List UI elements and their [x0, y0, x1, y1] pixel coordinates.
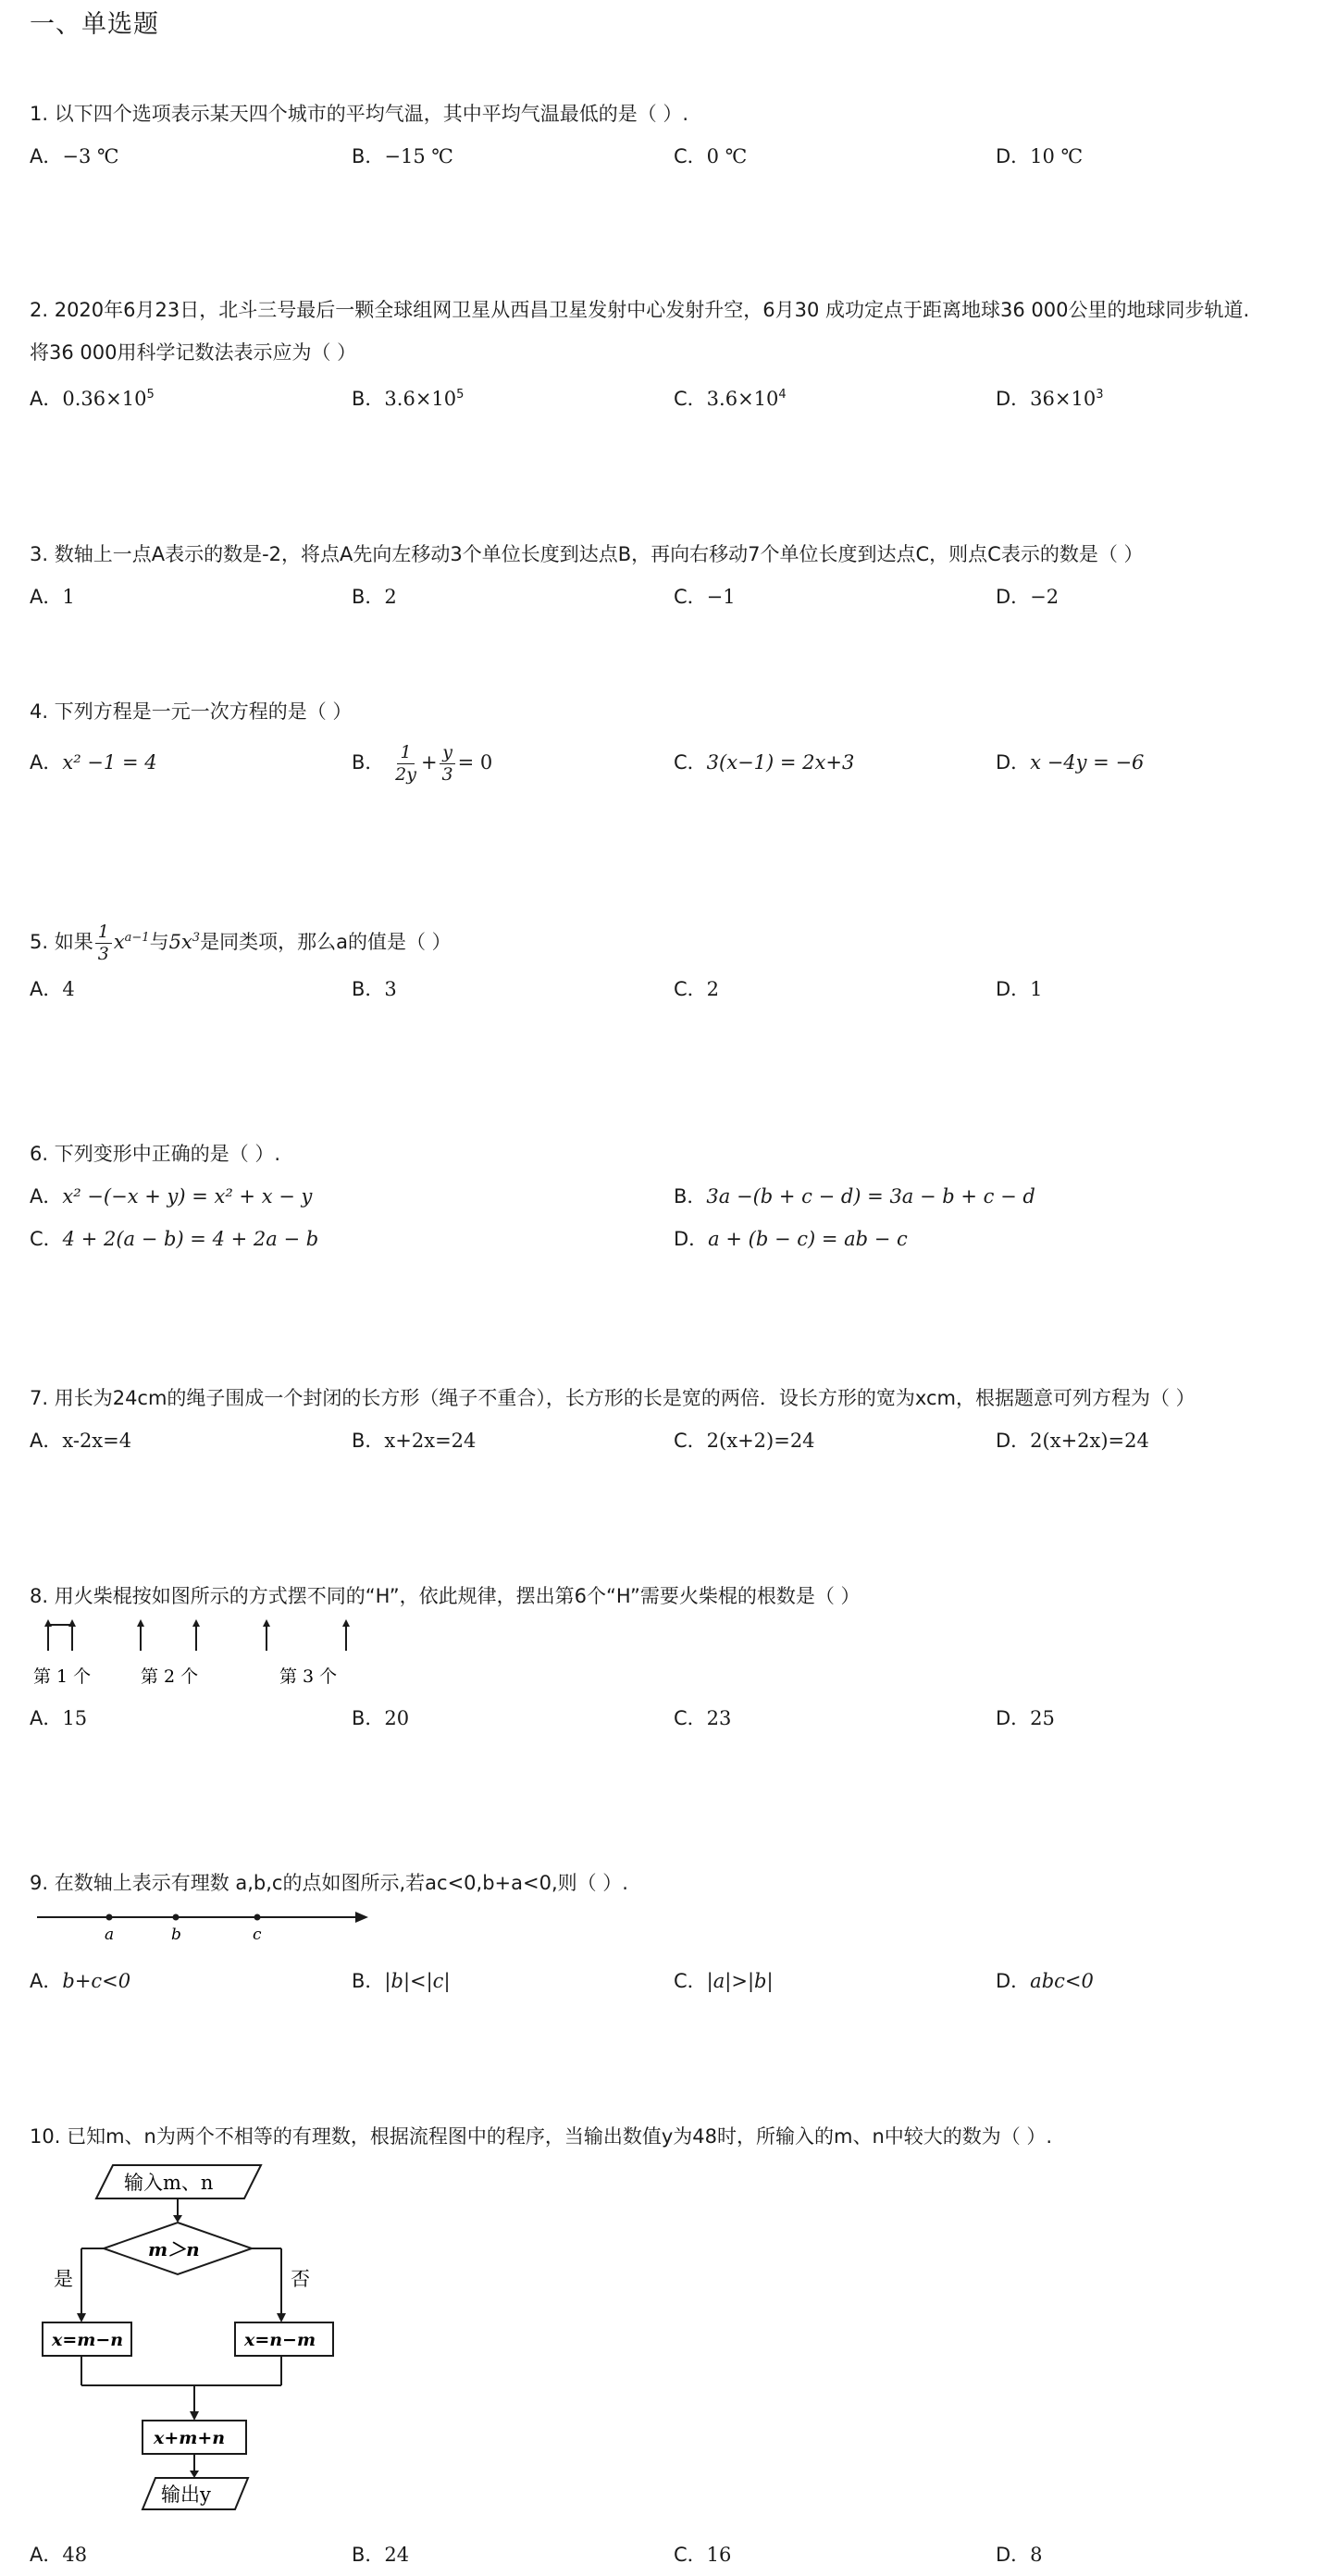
option-c[interactable]: C．|a|>|b| — [674, 1970, 774, 1992]
figure-label-2: 第 2 个 — [141, 1666, 199, 1687]
fraction: $\frac{1}{3}$ — [95, 923, 112, 963]
flow-condition-label: m＞n — [148, 2238, 200, 2260]
question-stem: 6. 下列变形中正确的是（ ）. — [30, 1143, 281, 1165]
option-d[interactable]: D．8 — [996, 2544, 1043, 2566]
option-a[interactable]: A．$0.36\times 10^5$ — [30, 388, 155, 410]
question-stem: 5. 如果 $\frac{1}{3}$ $x^{a-1}$与$5x^3$是同类项，那么a的值是（ ） — [30, 921, 452, 964]
question-stem-line-2: 将36 000用科学记数法表示应为（ ） — [30, 341, 357, 364]
flowchart — [39, 2158, 390, 2528]
flow-right-label: x=n−m — [244, 2330, 316, 2350]
label-c: c — [253, 1926, 262, 1944]
question-stem: 3. 数轴上一点A表示的数是-2，将点A先向左移动3个单位长度到达点B，再向右移动7个单位长度到达点C，则点C表示的数是（ ） — [30, 543, 1144, 565]
option-a[interactable]: A．b+c<0 — [30, 1970, 131, 1992]
flow-yes-label: 是 — [54, 2268, 73, 2290]
option-b[interactable]: B．−15 ℃ — [352, 145, 453, 167]
option-c[interactable]: C．−1 — [674, 586, 736, 608]
option-a[interactable]: A．x-2x=4 — [30, 1430, 132, 1452]
number-line-figure — [30, 1904, 400, 1949]
figure-label-3: 第 3 个 — [279, 1666, 338, 1687]
question-stem: 7. 用长为24cm的绳子围成一个封闭的长方形（绳子不重合），长方形的长是宽的两倍．设长方形的宽为xcm，根据题意可列方程为（ ） — [30, 1387, 1196, 1409]
option-b[interactable]: B． $\frac{1}{2y}$ + $\frac{y}{3}$ = 0 — [352, 741, 493, 785]
option-b[interactable]: B．3 — [352, 978, 397, 1000]
option-a[interactable]: A．x² −1 = 4 — [30, 751, 157, 774]
question-stem: 10. 已知m、n为两个不相等的有理数，根据流程图中的程序，当输出数值y为48时，所输入的m、n中较大的数为（ ）. — [30, 2125, 1053, 2148]
question-5 — [30, 909, 1298, 1010]
flow-no-label: 否 — [291, 2268, 310, 2290]
question-3 — [30, 533, 1298, 618]
fraction: $\frac{1}{2y}$ — [395, 741, 416, 785]
question-stem: 8. 用火柴棍按如图所示的方式摆不同的“H”，依此规律，摆出第6个“H”需要火柴棍的根数是（ ） — [30, 1585, 861, 1607]
option-b[interactable]: B．|b|<|c| — [352, 1970, 451, 1992]
option-d[interactable]: D．25 — [996, 1707, 1055, 1729]
option-d[interactable]: D．−2 — [996, 586, 1060, 608]
question-4 — [30, 690, 1298, 792]
option-a[interactable]: A．4 — [30, 978, 75, 1000]
option-d[interactable]: D．1 — [996, 978, 1043, 1000]
option-b[interactable]: B．20 — [352, 1707, 410, 1729]
option-c[interactable]: C．16 — [674, 2544, 732, 2566]
option-d[interactable]: D．$36\times 10^3$ — [996, 388, 1104, 410]
section-title: 一、单选题 — [30, 10, 159, 39]
option-b[interactable]: B．3a −(b + c − d) = 3a − b + c − d — [674, 1185, 1035, 1208]
label-a: a — [105, 1926, 115, 1944]
question-stem-line-1: 2. 2020年6月23日，北斗三号最后一颗全球组网卫星从西昌卫星发射中心发射升空，6月30 成功定点于距离地球36 000公里的地球同步轨道. — [30, 299, 1250, 321]
option-d[interactable]: D．2(x+2x)=24 — [996, 1430, 1149, 1452]
flow-left-label: x=m−n — [52, 2330, 124, 2350]
point-b — [173, 1914, 180, 1921]
point-c — [254, 1914, 261, 1921]
question-6 — [30, 1133, 1298, 1260]
option-a[interactable]: A．15 — [30, 1707, 88, 1729]
fraction: $\frac{y}{3}$ — [440, 744, 456, 784]
label-b: b — [171, 1926, 181, 1944]
flow-output-label: 输出y — [161, 2483, 211, 2506]
question-2 — [30, 289, 1298, 420]
option-c[interactable]: C．0 ℃ — [674, 145, 748, 167]
flow-calc-label: x+m+n — [154, 2428, 226, 2448]
figure-label-1: 第 1 个 — [33, 1666, 92, 1687]
option-a[interactable]: A．x² −(−x + y) = x² + x − y — [30, 1185, 313, 1208]
option-d[interactable]: D．a + (b − c) = ab − c — [674, 1228, 908, 1250]
question-8 — [30, 1575, 1298, 1740]
flow-input-label: 输入m、n — [124, 2172, 214, 2194]
question-stem: 1. 以下四个选项表示某天四个城市的平均气温，其中平均气温最低的是（ ）. — [30, 103, 689, 125]
option-c[interactable]: C．$3.6\times 10^4$ — [674, 388, 787, 410]
question-10 — [30, 2115, 1298, 2576]
option-c[interactable]: C．3(x−1) = 2x+3 — [674, 751, 855, 774]
option-a[interactable]: A．−3 ℃ — [30, 145, 119, 167]
question-stem: 9. 在数轴上表示有理数 a,b,c的点如图所示,若ac<0,b+a<0,则（ ）. — [30, 1872, 628, 1894]
question-1 — [30, 93, 1298, 178]
option-c[interactable]: C．23 — [674, 1707, 732, 1729]
option-d[interactable]: D．10 ℃ — [996, 145, 1084, 167]
option-b[interactable]: B．2 — [352, 586, 397, 608]
option-b[interactable]: B．$3.6\times 10^5$ — [352, 388, 465, 410]
matchstick-figure — [30, 1617, 400, 1690]
question-stem: 4. 下列方程是一元一次方程的是（ ） — [30, 700, 353, 723]
option-c[interactable]: C．2 — [674, 978, 720, 1000]
point-a — [106, 1914, 113, 1921]
option-b[interactable]: B．24 — [352, 2544, 410, 2566]
question-7 — [30, 1377, 1298, 1462]
option-a[interactable]: A．1 — [30, 586, 75, 608]
option-b[interactable]: B．x+2x=24 — [352, 1430, 477, 1452]
option-d[interactable]: D．abc<0 — [996, 1970, 1094, 1992]
option-c[interactable]: C．4 + 2(a − b) = 4 + 2a − b — [30, 1228, 319, 1250]
question-9 — [30, 1862, 1298, 2002]
option-d[interactable]: D．x −4y = −6 — [996, 751, 1145, 774]
option-c[interactable]: C．2(x+2)=24 — [674, 1430, 815, 1452]
option-a[interactable]: A．48 — [30, 2544, 88, 2566]
